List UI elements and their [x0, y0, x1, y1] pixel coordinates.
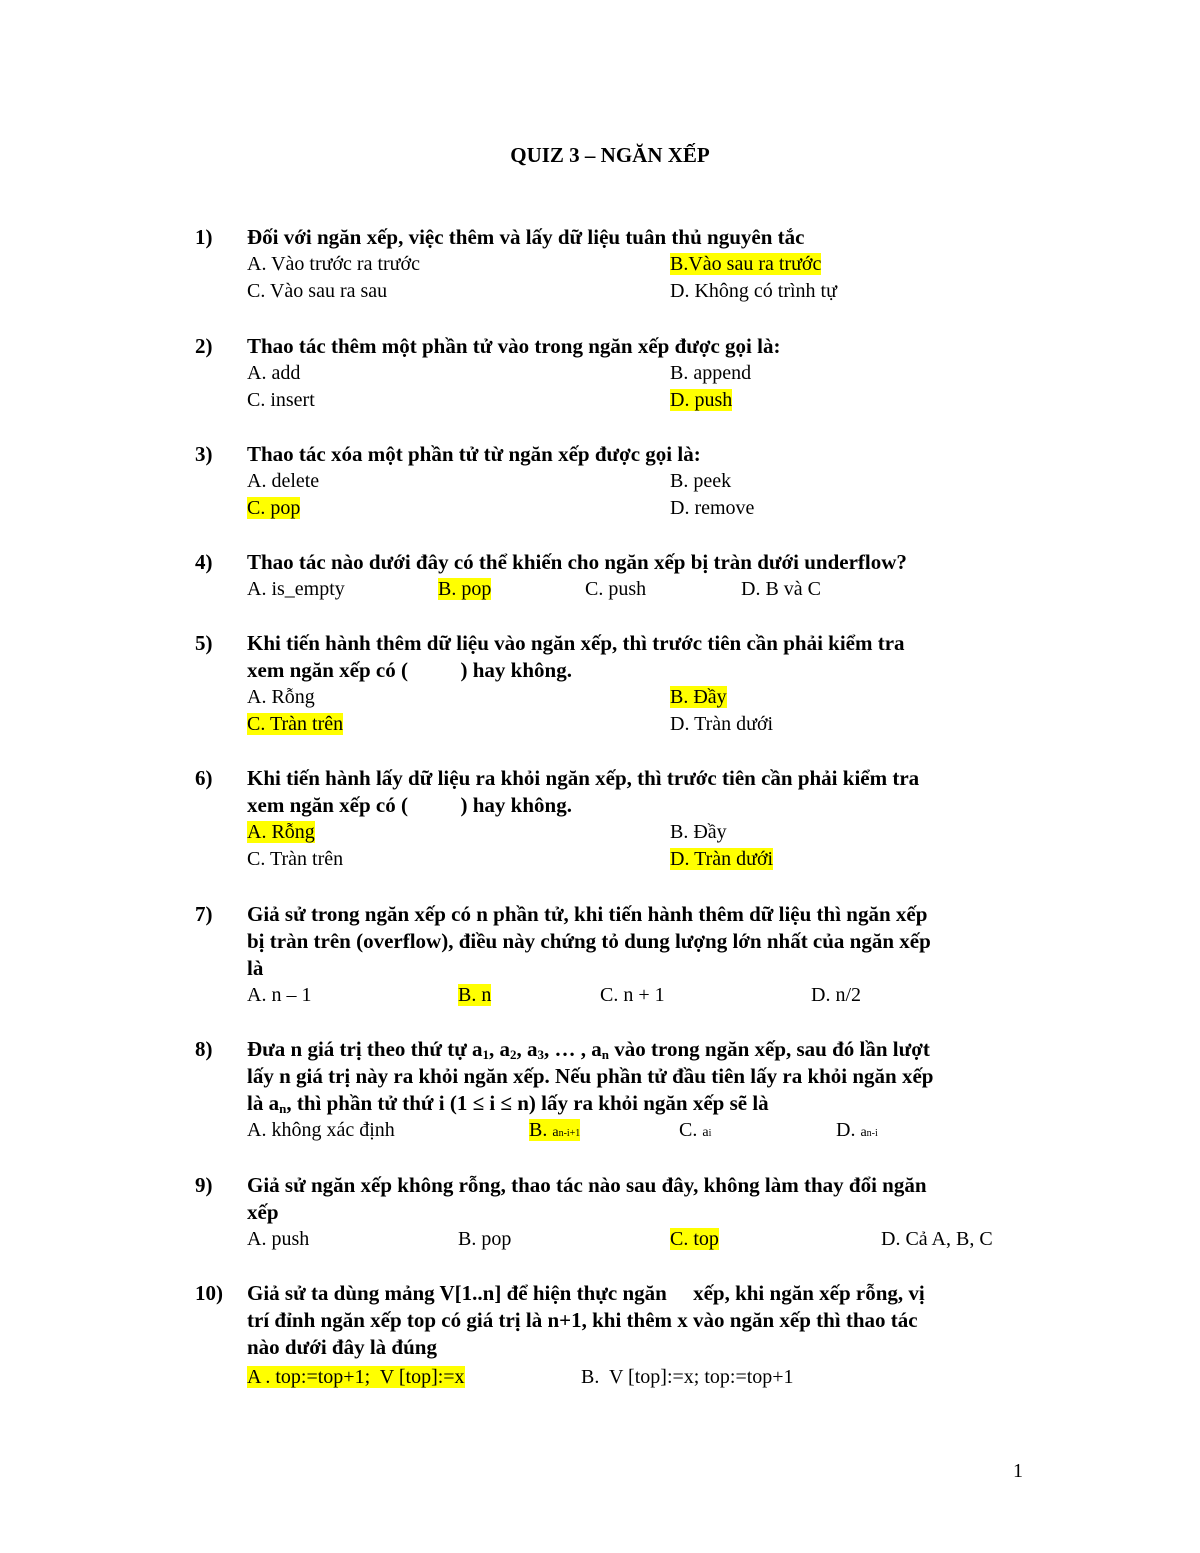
option-a: A. is_empty	[247, 578, 345, 600]
option-a: A. Vào trước ra trước	[247, 253, 420, 275]
option-b-answer: B.Vào sau ra trước	[670, 253, 822, 275]
option-b: B. V [top]:=x; top:=top+1	[581, 1366, 794, 1388]
question-number: 8)	[195, 1037, 213, 1061]
question-number: 3)	[195, 442, 213, 466]
option-c: C. insert	[247, 389, 315, 411]
question-text: Thao tác thêm một phần tử vào trong ngăn xếp được gọi là:	[247, 334, 781, 358]
option-b-answer: B. pop	[438, 578, 492, 600]
option-d: D. Không có trình tự	[670, 280, 837, 302]
option-c: C. Vào sau ra sau	[247, 280, 388, 302]
option-b-answer: B. n	[458, 984, 492, 1006]
option-a-answer: A. Rỗng	[247, 821, 315, 843]
question-number: 1)	[195, 225, 213, 249]
question-text: Đưa n giá trị theo thứ tự $a_1$, $a_2$, $a_3$, … , $a_n$ vào trong ngăn xếp, sau đó lần lượt lấy n giá trị này ra khỏi ngăn xếp. Nếu phần tử đầu tiên lấy ra khỏi ngăn xếp là $a_n$, thì phần tử thứ i (1 ≤ i ≤ n) lấy ra khỏi ngăn xếp sẽ là	[247, 1037, 934, 1116]
option-d-answer: D. push	[670, 389, 733, 411]
option-c-answer: C. top	[670, 1228, 719, 1250]
option-b-answer: B. an-i+1	[529, 1119, 581, 1141]
question-text: Giả sử trong ngăn xếp có n phần tử, khi tiến hành thêm dữ liệu thì ngăn xếp bị tràn trên (overflow), điều này chứng tỏ dung lượng lớn nhất của ngăn xếp là	[247, 902, 931, 980]
question-number: 2)	[195, 334, 213, 358]
option-d: D. an-i	[836, 1119, 878, 1141]
question-text: Thao tác xóa một phần tử từ ngăn xếp được gọi là:	[247, 442, 701, 466]
question-text: Giả sử ta dùng mảng V[1..n] để hiện thực ngăn xếp, khi ngăn xếp rỗng, vị trí đỉnh ngăn xếp top có giá trị là n+1, khi thêm x vào ngăn xếp thì thao tác nào dưới đây là đúng	[247, 1281, 925, 1359]
option-c: C. Tràn trên	[247, 848, 344, 870]
question-number: 4)	[195, 550, 213, 574]
option-a: A. không xác định	[247, 1119, 395, 1141]
option-b-answer: B. Đầy	[670, 686, 727, 708]
question-text: Khi tiến hành lấy dữ liệu ra khỏi ngăn xếp, thì trước tiên cần phải kiểm tra xem ngăn xếp có ( ) hay không.	[247, 766, 920, 817]
question-number: 10)	[195, 1281, 223, 1305]
question-text: Giả sử ngăn xếp không rỗng, thao tác nào sau đây, không làm thay đổi ngăn xếp	[247, 1173, 927, 1224]
option-d: D. Tràn dưới	[670, 713, 774, 735]
option-c: C. ai	[679, 1119, 712, 1141]
question-number: 6)	[195, 766, 213, 790]
option-c-answer: C. pop	[247, 497, 301, 519]
option-b: B. peek	[670, 470, 732, 492]
option-d: D. Cả A, B, C	[881, 1228, 993, 1250]
option-c-answer: C. Tràn trên	[247, 713, 344, 735]
option-b: B. pop	[458, 1228, 512, 1250]
option-c: C. push	[585, 578, 647, 600]
option-b: B. append	[670, 362, 752, 384]
option-d: D. B và C	[741, 578, 821, 600]
question-number: 5)	[195, 631, 213, 655]
option-a: A. delete	[247, 470, 320, 492]
option-a: A. push	[247, 1228, 310, 1250]
option-d-answer: D. Tràn dưới	[670, 848, 774, 870]
question-text: Đối với ngăn xếp, việc thêm và lấy dữ liệu tuân thủ nguyên tắc	[247, 225, 805, 249]
option-d: D. remove	[670, 497, 755, 519]
question-number: 9)	[195, 1173, 213, 1197]
question-number: 7)	[195, 902, 213, 926]
option-c: C. n + 1	[600, 984, 665, 1006]
question-text: Thao tác nào dưới đây có thể khiến cho ngăn xếp bị tràn dưới underflow?	[247, 550, 907, 574]
option-a: A. add	[247, 362, 301, 384]
option-b: B. Đầy	[670, 821, 727, 843]
page-number: 1	[1013, 1460, 1023, 1482]
page-title: QUIZ 3 – NGĂN XẾP	[510, 143, 710, 167]
option-a: A. Rỗng	[247, 686, 315, 708]
option-a: A. n – 1	[247, 984, 312, 1006]
question-text: Khi tiến hành thêm dữ liệu vào ngăn xếp, thì trước tiên cần phải kiểm tra xem ngăn xếp có ( ) hay không.	[247, 631, 905, 682]
option-a-answer: A . top:=top+1; V [top]:=x	[247, 1366, 465, 1388]
option-d: D. n/2	[811, 984, 861, 1006]
